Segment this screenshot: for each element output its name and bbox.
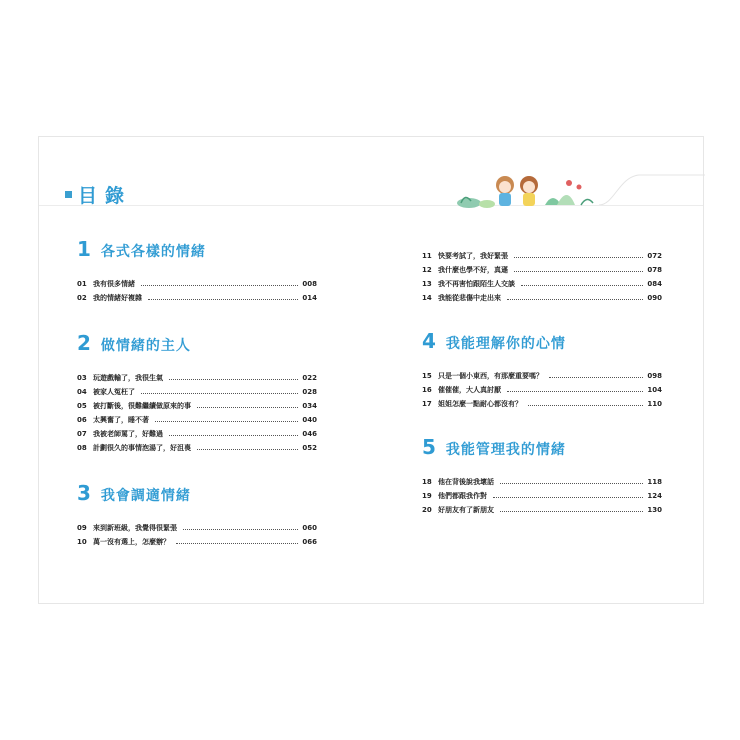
entry-page: 110: [647, 400, 662, 408]
toc-entry[interactable]: [77, 521, 317, 535]
toc-entry[interactable]: [422, 489, 662, 503]
dot-leader: [500, 511, 643, 512]
toc-entry[interactable]: [422, 263, 662, 277]
dot-leader: [528, 405, 643, 406]
entry-number: 10: [77, 538, 87, 546]
entry-page: 040: [302, 416, 317, 424]
entry-page: 014: [302, 294, 317, 302]
entry-title: 來到新班級，我覺得很緊張: [93, 524, 177, 532]
entry-title: 被打斷後，很難繼續做原來的事: [93, 402, 191, 410]
chapter-title: 我能理解你的心情: [445, 336, 566, 352]
chapter-heading: [422, 329, 662, 357]
toc-entry[interactable]: [422, 475, 662, 489]
entry-title: 萬一沒有選上，怎麼辦？: [93, 538, 170, 546]
entry-number: 13: [422, 280, 432, 288]
entry-page: 118: [647, 478, 662, 486]
entry-number: 04: [77, 388, 87, 396]
dot-leader: [500, 483, 643, 484]
entry-page: 022: [302, 374, 317, 382]
dot-leader: [549, 377, 643, 378]
dot-leader: [176, 543, 298, 544]
toc-entry[interactable]: [77, 441, 317, 455]
toc-column-left: [77, 237, 317, 549]
toc-entry[interactable]: [77, 427, 317, 441]
entry-number: 20: [422, 506, 432, 514]
entry-number: 18: [422, 478, 432, 486]
entry-title: 只是一個小東西，有那麼重要嗎？: [438, 372, 543, 380]
entry-page: 124: [647, 492, 662, 500]
entry-title: 被家人冤枉了: [93, 388, 135, 396]
toc-entry[interactable]: [77, 413, 317, 427]
entry-page: 066: [302, 538, 317, 546]
entry-number: 05: [77, 402, 87, 410]
entry-page: 052: [302, 444, 317, 452]
entry-number: 09: [77, 524, 87, 532]
entry-title: 姐姐怎麼一點耐心都沒有？: [438, 400, 522, 408]
chapter-number: 3: [77, 481, 91, 505]
chapter-number: 1: [77, 237, 91, 261]
dot-leader: [141, 393, 298, 394]
chapter-heading: [77, 481, 317, 509]
toc-entry[interactable]: [77, 371, 317, 385]
toc-entry[interactable]: [77, 291, 317, 305]
entry-page: 034: [302, 402, 317, 410]
dot-leader: [514, 257, 643, 258]
chapter-number: 5: [422, 435, 436, 459]
dot-leader: [169, 379, 298, 380]
chapter-heading: [77, 331, 317, 359]
dot-leader: [521, 285, 643, 286]
chapter-title: 我能管理我的情緒: [445, 442, 566, 458]
toc-entry[interactable]: [422, 397, 662, 411]
entry-number: 06: [77, 416, 87, 424]
toc-entry[interactable]: [422, 369, 662, 383]
toc-entry[interactable]: [77, 385, 317, 399]
chapter-title: 各式各樣的情緒: [100, 244, 206, 260]
toc-entry[interactable]: [77, 277, 317, 291]
entry-page: 130: [647, 506, 662, 514]
entry-number: 16: [422, 386, 432, 394]
title-bullet-icon: [65, 191, 72, 198]
entry-page: 104: [647, 386, 662, 394]
entry-title: 快要考試了，我好緊張: [438, 252, 508, 260]
chapter-title: 我會調適情緒: [100, 488, 191, 504]
toc-entry[interactable]: [422, 383, 662, 397]
chapter-number: 4: [422, 329, 436, 353]
entry-number: 11: [422, 252, 432, 260]
entry-page: 078: [647, 266, 662, 274]
dot-leader: [141, 285, 298, 286]
chapter-title: 做情緒的主人: [100, 338, 191, 354]
dot-leader: [514, 271, 643, 272]
entry-title: 計劃很久的事情泡湯了，好沮喪: [93, 444, 191, 452]
dot-leader: [197, 407, 298, 408]
toc-entry[interactable]: [77, 399, 317, 413]
chapter-heading: [422, 435, 662, 463]
chapter-heading: [77, 237, 317, 265]
page-title: [65, 181, 132, 208]
entry-number: 12: [422, 266, 432, 274]
entry-page: 028: [302, 388, 317, 396]
header-tab-curve: [39, 137, 705, 207]
entry-number: 01: [77, 280, 87, 288]
entry-title: 他在背後說我壞話: [438, 478, 494, 486]
entry-number: 14: [422, 294, 432, 302]
dot-leader: [169, 435, 298, 436]
dot-leader: [197, 449, 298, 450]
dot-leader: [493, 497, 643, 498]
entry-title: 我什麼也學不好，真遜: [438, 266, 508, 274]
entry-page: 084: [647, 280, 662, 288]
entry-title: 好朋友有了新朋友: [438, 506, 494, 514]
entry-title: 太興奮了，睡不著: [93, 416, 149, 424]
dot-leader: [148, 299, 298, 300]
entry-title: 我有很多情緒: [93, 280, 135, 288]
entry-number: 15: [422, 372, 432, 380]
entry-title: 他們都跟我作對: [438, 492, 487, 500]
toc-column-right: [422, 249, 662, 517]
entry-page: 090: [647, 294, 662, 302]
toc-entry[interactable]: [422, 503, 662, 517]
entry-number: 17: [422, 400, 432, 408]
toc-page: [38, 136, 704, 604]
toc-entry[interactable]: [77, 535, 317, 549]
entry-title: 我不再害怕跟陌生人交談: [438, 280, 515, 288]
entry-title: 催催催，大人真討厭: [438, 386, 501, 394]
header-divider: [39, 205, 703, 206]
entry-page: 008: [302, 280, 317, 288]
entry-number: 08: [77, 444, 87, 452]
entry-number: 03: [77, 374, 87, 382]
chapter-number: 2: [77, 331, 91, 355]
toc-entry[interactable]: [422, 249, 662, 263]
entry-number: 02: [77, 294, 87, 302]
children-illustration-icon: [457, 173, 595, 209]
entry-page: 046: [302, 430, 317, 438]
toc-entry[interactable]: [422, 291, 662, 305]
entry-number: 19: [422, 492, 432, 500]
entry-page: 098: [647, 372, 662, 380]
entry-page: 060: [302, 524, 317, 532]
toc-entry[interactable]: [422, 277, 662, 291]
dot-leader: [507, 391, 643, 392]
entry-title: 我被老師罵了，好難過: [93, 430, 163, 438]
dot-leader: [183, 529, 298, 530]
dot-leader: [155, 421, 298, 422]
entry-number: 07: [77, 430, 87, 438]
entry-page: 072: [647, 252, 662, 260]
page-title-text: 目錄: [78, 185, 133, 207]
dot-leader: [507, 299, 643, 300]
entry-title: 我的情緒好複雜: [93, 294, 142, 302]
entry-title: 玩遊戲輸了，我很生氣: [93, 374, 163, 382]
entry-title: 我能從悲傷中走出來: [438, 294, 501, 302]
